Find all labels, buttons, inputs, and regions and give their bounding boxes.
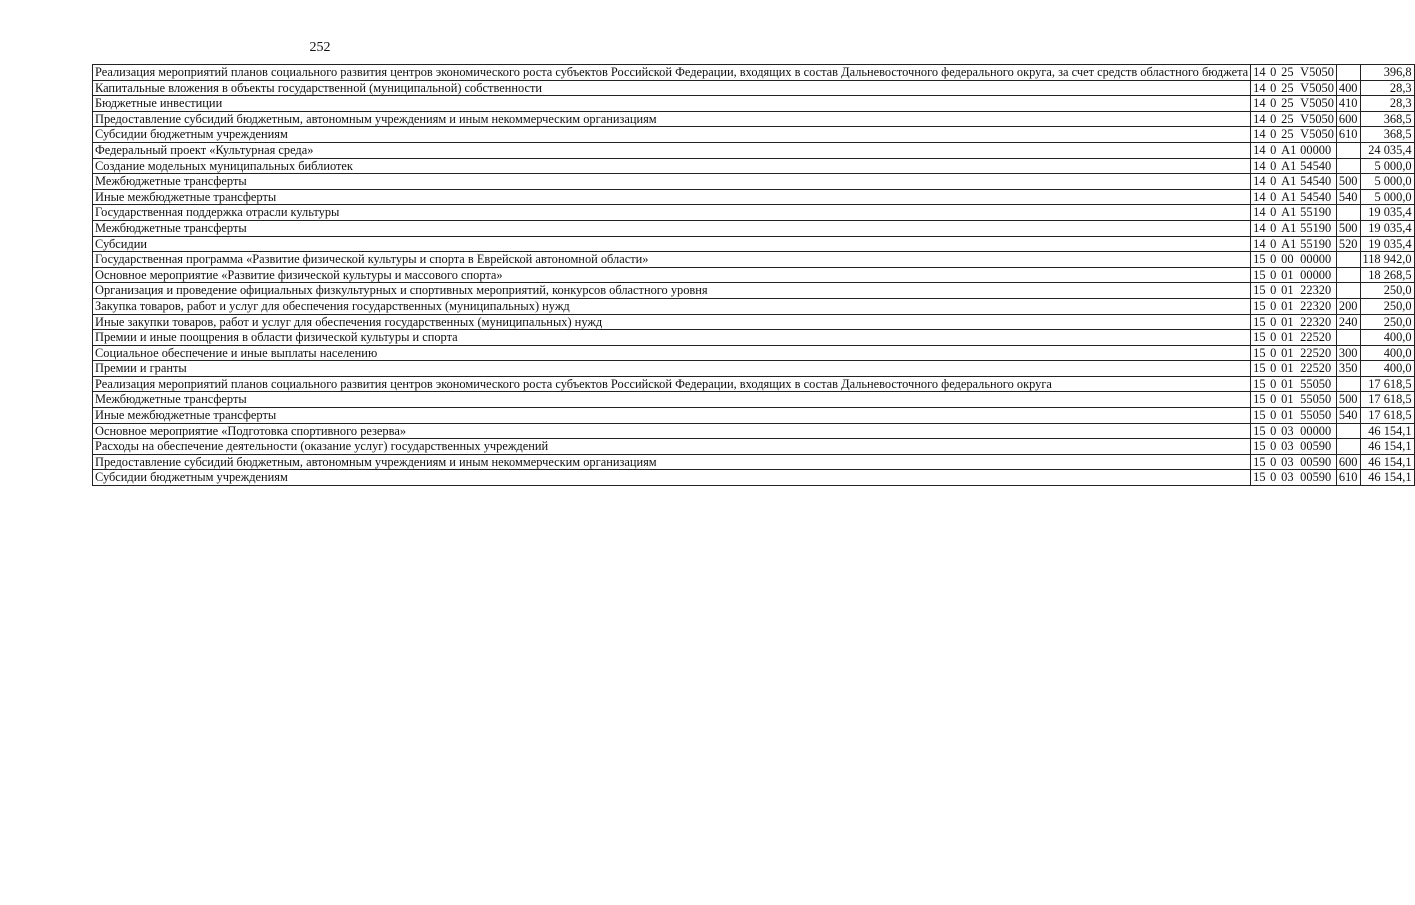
- row-target-code: [1251, 96, 1337, 112]
- code-part: 0: [1270, 330, 1277, 345]
- code-part: 15: [1253, 330, 1266, 345]
- table-row: [93, 80, 1415, 96]
- table-row: [93, 376, 1415, 392]
- code-part: 15: [1253, 267, 1266, 282]
- budget-table: [92, 64, 1415, 486]
- row-name: Межбюджетные трансферты: [93, 392, 1251, 408]
- code-part: 00: [1281, 252, 1294, 267]
- code-part: V5050: [1300, 80, 1334, 95]
- code-part: 15: [1253, 345, 1266, 360]
- code-part: 55190: [1300, 220, 1332, 235]
- code-part: 15: [1253, 283, 1266, 298]
- code-part: 0: [1270, 158, 1277, 173]
- row-target-code: [1251, 298, 1337, 314]
- code-part: 0: [1270, 80, 1277, 95]
- table-row: [93, 330, 1415, 346]
- table-row: [93, 158, 1415, 174]
- code-part: 0: [1270, 236, 1277, 251]
- code-part: 22520: [1300, 330, 1332, 345]
- code-part: V5050: [1300, 111, 1334, 126]
- row-expense-type: 600: [1336, 111, 1360, 127]
- row-expense-type: [1336, 283, 1360, 299]
- code-part: 01: [1281, 267, 1294, 282]
- row-target-code: [1251, 65, 1337, 81]
- row-name: Предоставление субсидий бюджетным, автономным учреждениям и иным некоммерческим организациям: [93, 454, 1251, 470]
- row-amount: 400,0: [1360, 361, 1414, 377]
- row-expense-type: 610: [1336, 470, 1360, 486]
- table-row: [93, 96, 1415, 112]
- row-name: Государственная поддержка отрасли культуры: [93, 205, 1251, 221]
- code-part: 0: [1270, 423, 1277, 438]
- table-row: [93, 236, 1415, 252]
- row-name: Субсидии бюджетным учреждениям: [93, 127, 1251, 143]
- code-part: 00000: [1300, 252, 1332, 267]
- code-part: 15: [1253, 454, 1266, 469]
- row-name: Основное мероприятие «Подготовка спортивного резерва»: [93, 423, 1251, 439]
- code-part: 14: [1253, 174, 1266, 189]
- code-part: 00000: [1300, 142, 1332, 157]
- code-part: 14: [1253, 205, 1266, 220]
- code-part: 15: [1253, 314, 1266, 329]
- code-part: 22520: [1300, 361, 1332, 376]
- code-part: 22320: [1300, 314, 1332, 329]
- table-row: [93, 142, 1415, 158]
- code-part: 0: [1270, 220, 1277, 235]
- table-row: [93, 298, 1415, 314]
- code-part: 25: [1281, 80, 1294, 95]
- code-part: 14: [1253, 111, 1266, 126]
- code-part: 0: [1270, 283, 1277, 298]
- code-part: A1: [1281, 174, 1297, 189]
- row-amount: 19 035,4: [1360, 220, 1414, 236]
- code-part: 03: [1281, 454, 1294, 469]
- row-expense-type: [1336, 439, 1360, 455]
- row-target-code: [1251, 267, 1337, 283]
- table-row: [93, 267, 1415, 283]
- budget-table-body: [93, 65, 1415, 486]
- row-expense-type: [1336, 376, 1360, 392]
- row-target-code: [1251, 236, 1337, 252]
- row-amount: 46 154,1: [1360, 454, 1414, 470]
- row-expense-type: 540: [1336, 408, 1360, 424]
- row-amount: 5 000,0: [1360, 174, 1414, 190]
- row-amount: 17 618,5: [1360, 408, 1414, 424]
- code-part: 0: [1270, 314, 1277, 329]
- code-part: V5050: [1300, 127, 1334, 142]
- row-target-code: [1251, 142, 1337, 158]
- row-expense-type: [1336, 205, 1360, 221]
- code-part: 01: [1281, 361, 1294, 376]
- code-part: 15: [1253, 408, 1266, 423]
- row-expense-type: [1336, 423, 1360, 439]
- code-part: 15: [1253, 423, 1266, 438]
- code-part: 00000: [1300, 267, 1332, 282]
- row-amount: 250,0: [1360, 298, 1414, 314]
- row-name: Организация и проведение официальных физкультурных и спортивных мероприятий, конкурсов областного уровня: [93, 283, 1251, 299]
- code-part: 14: [1253, 96, 1266, 111]
- table-row: [93, 189, 1415, 205]
- code-part: 15: [1253, 298, 1266, 313]
- table-row: [93, 65, 1415, 81]
- row-expense-type: 520: [1336, 236, 1360, 252]
- table-row: [93, 345, 1415, 361]
- row-target-code: [1251, 439, 1337, 455]
- row-target-code: [1251, 205, 1337, 221]
- row-amount: 118 942,0: [1360, 252, 1414, 268]
- code-part: 01: [1281, 345, 1294, 360]
- code-part: 00590: [1300, 454, 1332, 469]
- row-expense-type: 300: [1336, 345, 1360, 361]
- code-part: 15: [1253, 439, 1266, 454]
- row-name: Предоставление субсидий бюджетным, автономным учреждениям и иным некоммерческим организациям: [93, 111, 1251, 127]
- row-amount: 250,0: [1360, 283, 1414, 299]
- code-part: 55050: [1300, 392, 1332, 407]
- code-part: 0: [1270, 189, 1277, 204]
- code-part: 14: [1253, 189, 1266, 204]
- code-part: 0: [1270, 142, 1277, 157]
- code-part: A1: [1281, 142, 1297, 157]
- row-expense-type: [1336, 142, 1360, 158]
- row-name: Расходы на обеспечение деятельности (оказание услуг) государственных учреждений: [93, 439, 1251, 455]
- code-part: 0: [1270, 408, 1277, 423]
- code-part: 03: [1281, 423, 1294, 438]
- code-part: 01: [1281, 376, 1294, 391]
- code-part: A1: [1281, 189, 1297, 204]
- row-target-code: [1251, 423, 1337, 439]
- table-row: [93, 470, 1415, 486]
- row-expense-type: [1336, 252, 1360, 268]
- code-part: 25: [1281, 96, 1294, 111]
- row-name: Бюджетные инвестиции: [93, 96, 1251, 112]
- row-expense-type: 600: [1336, 454, 1360, 470]
- code-part: 0: [1270, 392, 1277, 407]
- row-amount: 46 154,1: [1360, 470, 1414, 486]
- table-row: [93, 423, 1415, 439]
- code-part: 0: [1270, 439, 1277, 454]
- row-expense-type: 410: [1336, 96, 1360, 112]
- row-name: Федеральный проект «Культурная среда»: [93, 142, 1251, 158]
- row-amount: 28,3: [1360, 80, 1414, 96]
- table-row: [93, 220, 1415, 236]
- row-expense-type: 240: [1336, 314, 1360, 330]
- row-name: Основное мероприятие «Развитие физической культуры и массового спорта»: [93, 267, 1251, 283]
- row-target-code: [1251, 189, 1337, 205]
- code-part: 01: [1281, 330, 1294, 345]
- row-name: Социальное обеспечение и иные выплаты населению: [93, 345, 1251, 361]
- table-row: [93, 392, 1415, 408]
- table-row: [93, 439, 1415, 455]
- code-part: 22320: [1300, 298, 1332, 313]
- code-part: A1: [1281, 158, 1297, 173]
- code-part: 0: [1270, 174, 1277, 189]
- code-part: 15: [1253, 361, 1266, 376]
- row-target-code: [1251, 345, 1337, 361]
- table-row: [93, 314, 1415, 330]
- code-part: 55050: [1300, 408, 1332, 423]
- row-target-code: [1251, 376, 1337, 392]
- code-part: 03: [1281, 439, 1294, 454]
- code-part: 0: [1270, 96, 1277, 111]
- row-target-code: [1251, 330, 1337, 346]
- code-part: 22520: [1300, 345, 1332, 360]
- code-part: 0: [1270, 111, 1277, 126]
- row-expense-type: 500: [1336, 174, 1360, 190]
- row-name: Создание модельных муниципальных библиотек: [93, 158, 1251, 174]
- code-part: 01: [1281, 392, 1294, 407]
- row-expense-type: 200: [1336, 298, 1360, 314]
- table-row: [93, 252, 1415, 268]
- code-part: 14: [1253, 236, 1266, 251]
- row-amount: 17 618,5: [1360, 376, 1414, 392]
- code-part: 55190: [1300, 205, 1332, 220]
- row-target-code: [1251, 174, 1337, 190]
- code-part: A1: [1281, 236, 1297, 251]
- code-part: 01: [1281, 298, 1294, 313]
- code-part: 15: [1253, 392, 1266, 407]
- code-part: 0: [1270, 298, 1277, 313]
- row-expense-type: 500: [1336, 392, 1360, 408]
- code-part: V5050: [1300, 96, 1334, 111]
- row-expense-type: [1336, 65, 1360, 81]
- table-row: [93, 127, 1415, 143]
- row-expense-type: 500: [1336, 220, 1360, 236]
- row-amount: 400,0: [1360, 345, 1414, 361]
- row-target-code: [1251, 470, 1337, 486]
- row-expense-type: 350: [1336, 361, 1360, 377]
- code-part: 0: [1270, 205, 1277, 220]
- row-amount: 396,8: [1360, 65, 1414, 81]
- row-target-code: [1251, 314, 1337, 330]
- code-part: 0: [1270, 65, 1277, 79]
- row-amount: 5 000,0: [1360, 158, 1414, 174]
- table-row: [93, 111, 1415, 127]
- code-part: 15: [1253, 470, 1266, 485]
- row-name: Закупка товаров, работ и услуг для обеспечения государственных (муниципальных) нужд: [93, 298, 1251, 314]
- code-part: 14: [1253, 65, 1266, 79]
- code-part: V5050: [1300, 65, 1334, 79]
- row-target-code: [1251, 283, 1337, 299]
- row-amount: 18 268,5: [1360, 267, 1414, 283]
- row-expense-type: 610: [1336, 127, 1360, 143]
- row-expense-type: [1336, 330, 1360, 346]
- row-expense-type: 400: [1336, 80, 1360, 96]
- row-target-code: [1251, 408, 1337, 424]
- code-part: 01: [1281, 408, 1294, 423]
- row-name: Межбюджетные трансферты: [93, 174, 1251, 190]
- table-row: [93, 205, 1415, 221]
- row-expense-type: [1336, 267, 1360, 283]
- code-part: 00000: [1300, 423, 1332, 438]
- code-part: 22320: [1300, 283, 1332, 298]
- code-part: 14: [1253, 220, 1266, 235]
- code-part: 14: [1253, 158, 1266, 173]
- row-name: Межбюджетные трансферты: [93, 220, 1251, 236]
- code-part: 54540: [1300, 158, 1332, 173]
- row-amount: 46 154,1: [1360, 423, 1414, 439]
- row-name: Капитальные вложения в объекты государственной (муниципальной) собственности: [93, 80, 1251, 96]
- row-name: Государственная программа «Развитие физической культуры и спорта в Еврейской автономной области»: [93, 252, 1251, 268]
- code-part: 0: [1270, 361, 1277, 376]
- row-name: Иные межбюджетные трансферты: [93, 408, 1251, 424]
- code-part: 00590: [1300, 439, 1332, 454]
- row-expense-type: [1336, 158, 1360, 174]
- row-target-code: [1251, 454, 1337, 470]
- code-part: 15: [1253, 252, 1266, 267]
- code-part: 54540: [1300, 189, 1332, 204]
- row-target-code: [1251, 80, 1337, 96]
- row-amount: 19 035,4: [1360, 236, 1414, 252]
- row-target-code: [1251, 392, 1337, 408]
- code-part: 0: [1270, 252, 1277, 267]
- row-target-code: [1251, 111, 1337, 127]
- row-name: Премии и иные поощрения в области физической культуры и спорта: [93, 330, 1251, 346]
- code-part: 0: [1270, 454, 1277, 469]
- row-amount: 368,5: [1360, 127, 1414, 143]
- row-amount: 28,3: [1360, 96, 1414, 112]
- code-part: 15: [1253, 376, 1266, 391]
- table-row: [93, 174, 1415, 190]
- code-part: 0: [1270, 470, 1277, 485]
- row-name: Реализация мероприятий планов социального развития центров экономического роста субъектов Российской Федерации, входящих в состав Дальневосточного федерального округа: [93, 376, 1251, 392]
- row-target-code: [1251, 252, 1337, 268]
- table-row: [93, 361, 1415, 377]
- row-amount: 400,0: [1360, 330, 1414, 346]
- code-part: 14: [1253, 80, 1266, 95]
- code-part: 0: [1270, 345, 1277, 360]
- row-name: Премии и гранты: [93, 361, 1251, 377]
- row-name: Иные закупки товаров, работ и услуг для обеспечения государственных (муниципальных) нужд: [93, 314, 1251, 330]
- row-amount: 5 000,0: [1360, 189, 1414, 205]
- code-part: 54540: [1300, 174, 1332, 189]
- row-name: Субсидии бюджетным учреждениям: [93, 470, 1251, 486]
- row-amount: 250,0: [1360, 314, 1414, 330]
- row-name: Иные межбюджетные трансферты: [93, 189, 1251, 205]
- code-part: 25: [1281, 127, 1294, 142]
- table-row: [93, 408, 1415, 424]
- code-part: 25: [1281, 111, 1294, 126]
- code-part: 03: [1281, 470, 1294, 485]
- code-part: 14: [1253, 142, 1266, 157]
- row-expense-type: 540: [1336, 189, 1360, 205]
- row-target-code: [1251, 127, 1337, 143]
- row-target-code: [1251, 361, 1337, 377]
- row-name: Субсидии: [93, 236, 1251, 252]
- code-part: 0: [1270, 127, 1277, 142]
- code-part: 01: [1281, 283, 1294, 298]
- row-amount: 368,5: [1360, 111, 1414, 127]
- code-part: 14: [1253, 127, 1266, 142]
- row-target-code: [1251, 158, 1337, 174]
- code-part: 01: [1281, 314, 1294, 329]
- page-number: 252: [309, 40, 331, 55]
- code-part: A1: [1281, 205, 1297, 220]
- code-part: 55190: [1300, 236, 1332, 251]
- row-amount: 46 154,1: [1360, 439, 1414, 455]
- code-part: 0: [1270, 267, 1277, 282]
- row-target-code: [1251, 220, 1337, 236]
- table-row: [93, 454, 1415, 470]
- code-part: 25: [1281, 65, 1294, 79]
- code-part: 00590: [1300, 470, 1332, 485]
- row-amount: 24 035,4: [1360, 142, 1414, 158]
- code-part: A1: [1281, 220, 1297, 235]
- code-part: 55050: [1300, 376, 1332, 391]
- row-amount: 17 618,5: [1360, 392, 1414, 408]
- code-part: 0: [1270, 376, 1277, 391]
- table-row: [93, 283, 1415, 299]
- row-name: Реализация мероприятий планов социального развития центров экономического роста субъектов Российской Федерации, входящих в состав Дальневосточного федерального округа, за счет средств областного бюджета: [93, 65, 1251, 81]
- row-amount: 19 035,4: [1360, 205, 1414, 221]
